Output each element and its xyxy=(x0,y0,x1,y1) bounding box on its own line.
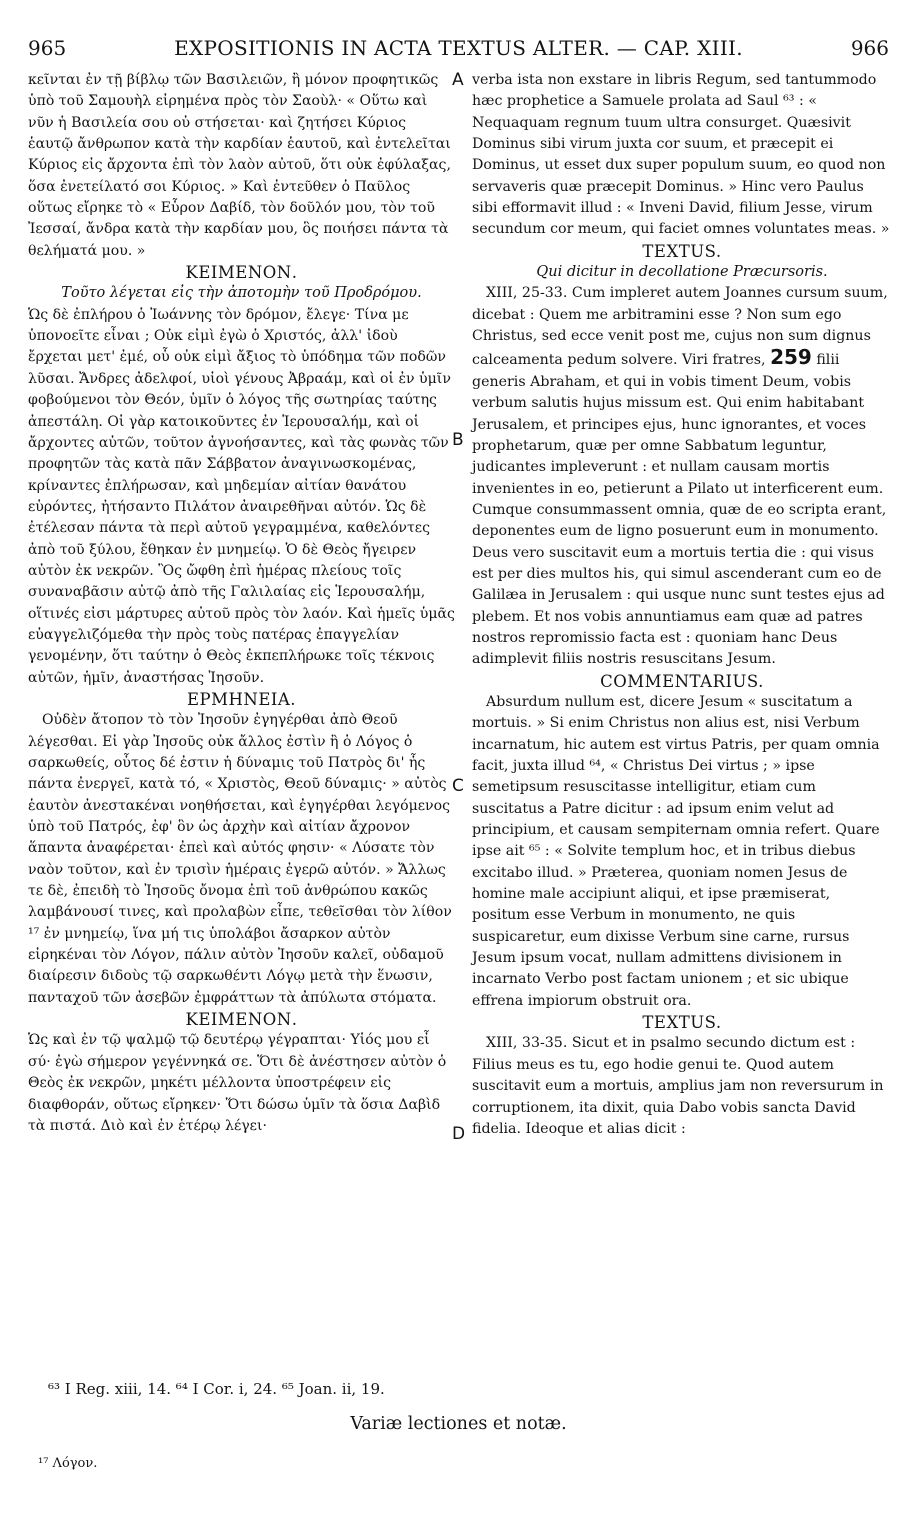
page-number-right: 966 xyxy=(850,36,889,60)
latin-paragraph: Absurdum nullum est, dicere Jesum « suscitatum a mortuis. » Si enim Christus non alius est, nisi Verbum incarnatum, hic autem est virtus Patris, per quam omnia facit, juxta illud ⁶⁴, « Christus Dei virtus ; » ipse semetipsum resuscitasse intelligitur, etiam cum suscitatus a Patre dicitur : ad ipsum enim velut ad principium, et causam sempiternam omnia refert. Quare ipse ait ⁶⁵ : « Solvite templum hoc, et in tribus diebus excitabo illud. » Præterea, quoniam nomen Jesus de homine male accipiunt aliqui, et ipse præmiserat, positum esse Verbum in monumento, ne quis suspicaretur, eum dixisse Verbum sine carne, rursus Jesum ipsum vocat, nullam admittens divisionem in incarnato Verbo post factam unionem ; et sic ubique effrena impiorum obstruit ora. xyxy=(472,693,880,1009)
latin-column xyxy=(472,70,892,1140)
column-number: 259 xyxy=(770,345,812,370)
section-subheading: Qui dicitur in decollatione Præcursoris. xyxy=(536,264,828,281)
section-heading: TEXTUS. xyxy=(642,241,722,261)
section-heading: ΚΕΙΜΕΝΟΝ. xyxy=(185,1010,298,1030)
page-number-left: 965 xyxy=(28,36,67,60)
notes-title: Variæ lectiones et notæ. xyxy=(350,1414,567,1434)
latin-paragraph: verba ista non exstare in libris Regum, sed tantummodo hæc prophetice a Samuele prolata ad Saul ⁶³ : « Nequaquam regnum tuum ultra consurget. Quæsivit Dominus sibi virum juxta cor suum, et præcepit ei Dominus, ut esset dux super populum suum, eo quod non servaveris quæ præcepit Dominus. » Hinc vero Paulus sibi efformavit illud : « Inveni David, filium Jesse, virum secundum cor meum, qui faciet omnes voluntates meas. » xyxy=(472,72,890,238)
margin-letter-b: B xyxy=(452,430,464,450)
greek-column xyxy=(28,70,455,1137)
running-head xyxy=(28,36,889,60)
greek-paragraph: κεῖνται ἐν τῇ βίβλῳ τῶν Βασιλειῶν, ἢ μόνον προφητικῶς ὑπὸ τοῦ Σαμουὴλ εἰρημένα πρὸς τὸν Σαοὺλ· « Οὕτω καὶ νῦν ἡ Βασιλεία σου οὐ στήσεται· καὶ ζητήσει Κύριος ἑαυτῷ ἄνθρωπον κατὰ τὴν καρδίαν ἑαυτοῦ, καὶ ἐντελεῖται Κύριος εἰς ἄρχοντα ἐπὶ τὸν λαὸν αὐτοῦ, ὅτι οὐκ ἐφύλαξας, ὅσα ἐνετείλατό σοι Κύριος. » Καὶ ἐντεῦθεν ὁ Παῦλος οὕτως εἴρηκε τὸ « Εὗρον Δαβίδ, τὸν δοῦλόν μου, τὸν τοῦ Ἰεσσαί, ἄνδρα κατὰ τὴν καρδίαν μου, ὃς ποιήσει πάντα τὰ θελήματά μου. » xyxy=(28,72,451,259)
greek-paragraph: Οὐδὲν ἄτοπον τὸ τὸν Ἰησοῦν ἐγηγέρθαι ἀπὸ Θεοῦ λέγεσθαι. Εἰ γὰρ Ἰησοῦς οὐκ ἄλλος ἐστὶν ἢ ὁ Λόγος ὁ σαρκωθείς, οὗτος δέ ἐστιν ἡ δύναμις τοῦ Πατρὸς δι' ἧς πάντα ἐνεργεῖ, κατὰ τό, « Χριστὸς, Θεοῦ δύναμις· » αὐτὸς ἑαυτὸν ἀνεστακέναι νοηθήσεται, καὶ ἐγηγέρθαι λεγόμενος ὑπὸ τοῦ Πατρός, ἐφ' ὃν ὡς ἀρχὴν καὶ αἰτίαν ἄχρονον ἅπαντα ἀναφέρεται· ἐπεὶ καὶ αὐτός φησιν· « Λύσατε τὸν ναὸν τοῦτον, καὶ ἐν τρισὶν ἡμέραις ἐγερῶ αὐτόν. » Ἄλλως τε δὲ, ἐπειδὴ τὸ Ἰησοῦς ὄνομα ἐπὶ τοῦ ἀνθρώπου κακῶς λαμβάνουσί τινες, καὶ προλαβὼν εἶπε, τεθεῖσθαι τὸν λίθον ¹⁷ ἐν μνημείῳ, ἵνα μή τις ὑπολάβοι ἄσαρκον αὐτὸν εἰρηκέναι τὸν Λόγον, πάλιν αὐτὸν Ἰησοῦν καλεῖ, οὐδαμοῦ διαίρεσιν διδοὺς τῷ σαρκωθέντι Λόγῳ μετὰ τὴν ἕνωσιν, πανταχοῦ τῶν ἀσεβῶν ἐμφράττων τὰ ἀπύλωτα στόματα. xyxy=(28,712,452,1006)
latin-paragraph xyxy=(472,283,892,670)
margin-letter-c: C xyxy=(452,776,464,796)
footnotes: ⁶³ I Reg. xiii, 14. ⁶⁴ I Cor. i, 24. ⁶⁵ Joan. ii, 19. xyxy=(48,1380,385,1398)
margin-letter-a: A xyxy=(452,70,464,90)
latin-paragraph: XIII, 33-35. Sicut et in psalmo secundo dictum est : Filius meus es tu, ego hodie genui te. Quod autem suscitavit eum a mortuis, amplius jam non reversurum in corruptionem, ita dixit, quia Dabo vobis sancta David fidelia. Ideoque et alias dicit : xyxy=(472,1035,884,1137)
section-heading: ΕΡΜΗΝΕΙΑ. xyxy=(186,689,297,709)
section-heading: TEXTUS. xyxy=(642,1013,722,1033)
greek-paragraph: Ὡς καὶ ἐν τῷ ψαλμῷ τῷ δευτέρῳ γέγραπται· Υἱός μου εἶ σύ· ἐγὼ σήμερον γεγέννηκά σε. Ὅτι δὲ ἀνέστησεν αὐτὸν ὁ Θεὸς ἐκ νεκρῶν, μηκέτι μέλλοντα ὑποστρέφειν εἰς διαφθοράν, οὕτως εἴρηκεν· Ὅτι δώσω ὑμῖν τὰ ὅσια Δαβὶδ τὰ πιστά. Διὸ καὶ ἐν ἑτέρῳ λέγει· xyxy=(28,1032,447,1134)
latin-text: XIII, 25-33. Cum impleret autem Joannes cursum suum, dicebat : Quem me arbitramini esse ? Non sum ego Christus, sed ecce venit post me, cujus non sum dignus calceamenta pedum solvere. Viri fratres, xyxy=(472,285,888,369)
greek-paragraph: Ὡς δὲ ἐπλήρου ὁ Ἰωάννης τὸν δρόμον, ἔλεγε· Τίνα με ὑπονοεῖτε εἶναι ; Οὐκ εἰμὶ ἐγὼ ὁ Χριστός, ἀλλ' ἰδοὺ ἔρχεται μετ' ἐμέ, οὗ οὐκ εἰμὶ ἄξιος τὸ ὑπόδημα τῶν ποδῶν λῦσαι. Ἄνδρες ἀδελφοί, υἱοὶ γένους Ἀβραάμ, καὶ οἱ ἐν ὑμῖν φοβούμενοι τὸν Θεόν, ὑμῖν ὁ λόγος τῆς σωτηρίας ταύτης ἀπεστάλη. Οἱ γὰρ κατοικοῦντες ἐν Ἱερουσαλήμ, καὶ οἱ ἄρχοντες αὐτῶν, τοῦτον ἀγνοήσαντες, καὶ τὰς φωνὰς τῶν προφητῶν τὰς κατὰ πᾶν Σάββατον ἀναγινωσκομένας, κρίναντες ἐπλήρωσαν, καὶ μηδεμίαν αἰτίαν θανάτου εὑρόντες, ἠτήσαντο Πιλάτον ἀναιρεθῆναι αὐτόν. Ὡς δὲ ἐτέλεσαν πάντα τὰ περὶ αὐτοῦ γεγραμμένα, καθελόντες ἀπὸ τοῦ ξύλου, ἔθηκαν ἐν μνημείῳ. Ὁ δὲ Θεὸς ἤγειρεν αὐτὸν ἐκ νεκρῶν. Ὃς ὤφθη ἐπὶ ἡμέρας πλείους τοῖς συναναβᾶσιν αὐτῷ ἀπὸ τῆς Γαλιλαίας εἰς Ἱερουσαλήμ, οἵτινές εἰσι μάρτυρες αὐτοῦ πρὸς τὸν λαόν. Καὶ ἡμεῖς ὑμᾶς εὐαγγελιζόμεθα τὴν πρὸς τοὺς πατέρας ἐπαγγελίαν γενομένην, ὅτι ταύτην ὁ Θεὸς ἐκπεπλήρωκε τοῖς τέκνοις αὐτῶν, ἡμῖν, ἀναστήσας Ἰησοῦν. xyxy=(28,306,455,686)
page-title: EXPOSITIONIS IN ACTA TEXTUS ALTER. — CAP. XIII. xyxy=(174,36,743,60)
section-heading: ΚΕΙΜΕΝΟΝ. xyxy=(185,263,298,283)
section-heading: COMMENTARIUS. xyxy=(600,671,764,691)
variant-note: ¹⁷ Λόγον. xyxy=(38,1456,98,1471)
margin-letter-d: D xyxy=(452,1124,466,1144)
section-subheading: Τοῦτο λέγεται εἰς τὴν ἀποτομὴν τοῦ Προδρόμου. xyxy=(61,285,422,302)
latin-text: filii generis Abraham, et qui in vobis timent Deum, vobis verbum salutis hujus missum est. Qui enim habitabant Jerusalem, et principes ejus, hunc ignorantes, et voces prophetarum, quæ per omne Sabbatum leguntur, judicantes impleverunt : et nullam causam mortis invenientes in eo, petierunt a Pilato ut interficerent eum. Cumque consummassent omnia, quæ de eo scripta erant, deponentes eum de ligno posuerunt eum in monumento. Deus vero suscitavit eum a mortuis tertia die : qui visus est per dies multos his, qui simul ascenderant cum eo de Galilæa in Jerusalem : qui usque nunc sunt testes ejus ad plebem. Et nos vobis annuntiamus eam quæ ad patres nostros repromissio facta est : quoniam hanc Deus adimplevit filiis nostris resuscitans Jesum. xyxy=(472,352,887,668)
